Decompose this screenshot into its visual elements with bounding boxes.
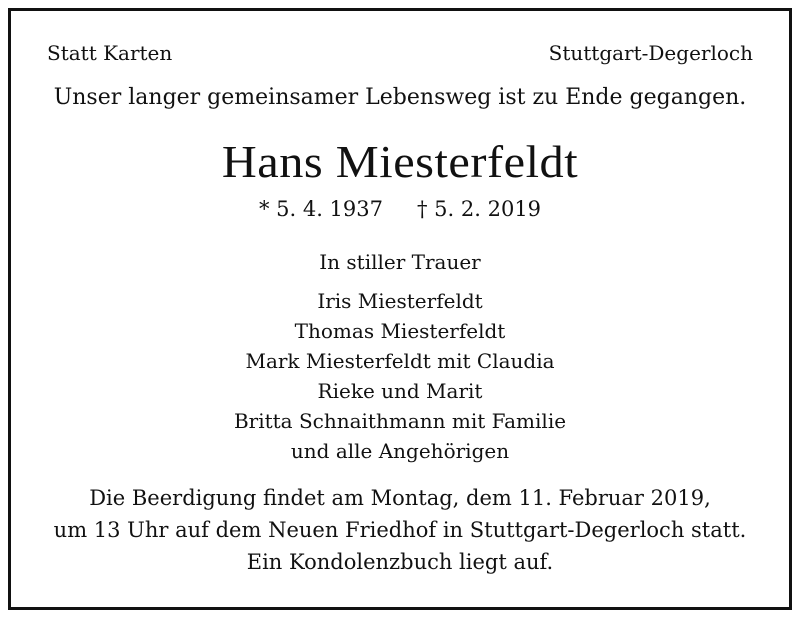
funeral-line: Ein Kondolenzbuch liegt auf. <box>246 550 554 574</box>
mourner-item: Thomas Miesterfeldt <box>294 319 506 343</box>
death-date: † 5. 2. 2019 <box>417 197 542 221</box>
deceased-name: Hans Miesterfeldt <box>221 136 579 187</box>
mourner-item: Mark Miesterfeldt mit Claudia <box>245 349 555 373</box>
mourning-line: In stiller Trauer <box>319 250 481 274</box>
funeral-details <box>0 482 800 578</box>
mourners-list <box>0 286 800 466</box>
mourner-item: Iris Miesterfeldt <box>317 289 483 313</box>
birth-date: * 5. 4. 1937 <box>258 197 383 221</box>
mourner-item: und alle Angehörigen <box>290 439 510 463</box>
header-right-location: Stuttgart-Degerloch <box>548 41 753 65</box>
intro-text: Unser langer gemeinsamer Lebensweg ist zu Ende gegangen. <box>53 85 747 110</box>
mourner-item: Rieke und Marit <box>317 379 483 403</box>
mourner-item: Britta Schnaithmann mit Familie <box>233 409 567 433</box>
funeral-line: Die Beerdigung findet am Montag, dem 11. Februar 2019, <box>89 486 711 510</box>
life-dates <box>0 197 800 221</box>
header-left-text: Statt Karten <box>47 41 173 65</box>
funeral-line: um 13 Uhr auf dem Neuen Friedhof in Stuttgart-Degerloch statt. <box>53 518 747 542</box>
